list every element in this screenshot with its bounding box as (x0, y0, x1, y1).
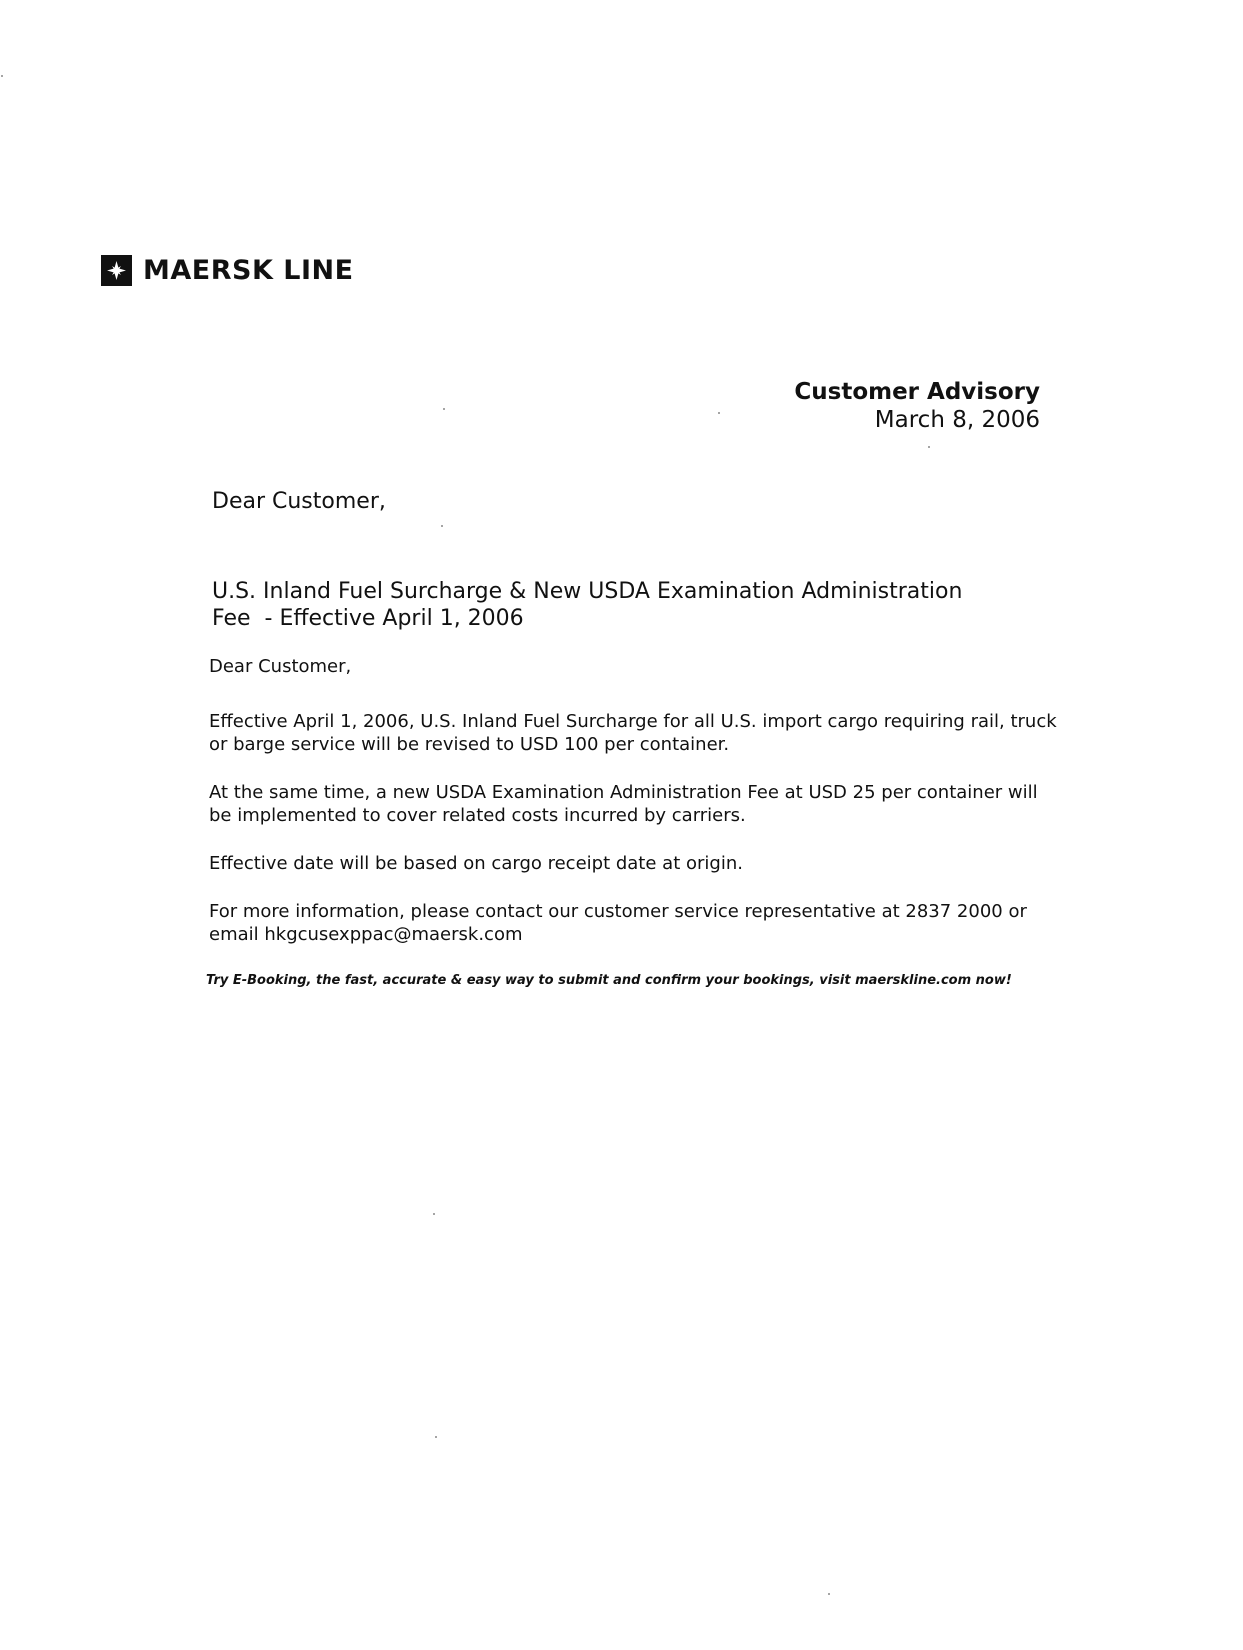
paragraph-contact: For more information, please contact our customer service representative at 2837 2000 or email hkgcusexppac@maersk.com (209, 901, 1027, 945)
ebooking-footnote: Try E-Booking, the fast, accurate & easy way to submit and confirm your bookings, visit maerskline.com now! (206, 973, 1012, 988)
scan-speck (443, 408, 445, 410)
subject-heading (212, 578, 1052, 632)
scan-speck (435, 1436, 437, 1438)
paragraph-fuel-surcharge: Effective April 1, 2006, U.S. Inland Fuel Surcharge for all U.S. import cargo requiring rail, truck or barge service will be revised to USD 100 per container. (209, 711, 1057, 755)
advisory-heading (794, 378, 1040, 434)
scan-speck (433, 1213, 435, 1215)
advisory-title: Customer Advisory (794, 379, 1040, 405)
paragraph-effective-date: Effective date will be based on cargo receipt date at origin. (209, 853, 743, 874)
salutation: Dear Customer, (209, 656, 352, 677)
scan-speck (928, 446, 930, 448)
scan-speck (441, 525, 443, 527)
advisory-date: March 8, 2006 (874, 407, 1040, 433)
star-icon (101, 255, 132, 286)
scan-speck (718, 412, 720, 414)
subject-line-1: U.S. Inland Fuel Surcharge & New USDA Examination Administration (212, 579, 963, 604)
scan-speck (1, 75, 3, 77)
scan-speck (828, 1593, 830, 1595)
paragraph-usda-fee: At the same time, a new USDA Examination Administration Fee at USD 25 per container will be implemented to cover related costs incurred by carriers. (209, 782, 1038, 826)
salutation-heading: Dear Customer, (212, 489, 386, 514)
subject-line-2: Fee - Effective April 1, 2006 (212, 606, 524, 631)
logo-wordmark: MAERSK LINE (143, 255, 354, 286)
company-logo (101, 255, 354, 286)
